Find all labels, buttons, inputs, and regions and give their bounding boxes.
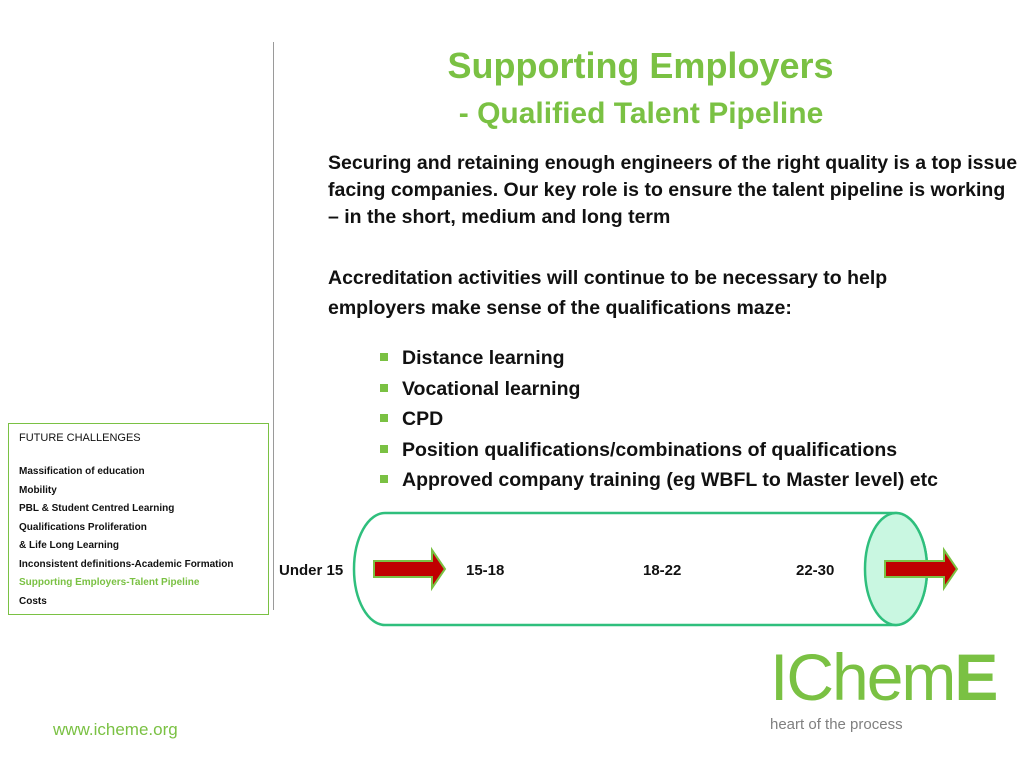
challenge-item: & Life Long Learning: [19, 540, 119, 551]
bullet-item: [376, 404, 1016, 435]
bullet-text: CPD: [402, 408, 444, 430]
bullet-item: [376, 435, 1016, 466]
bullet-text: Distance learning: [402, 347, 565, 369]
logo-word-e: E: [954, 640, 997, 714]
challenge-item: Massification of education: [19, 466, 145, 477]
bullet-item: [376, 465, 1016, 496]
logo-tagline: heart of the process: [770, 716, 903, 733]
square-bullet-icon: [380, 384, 388, 392]
slide-title: Supporting Employers: [447, 45, 834, 86]
accreditation-paragraph: Accreditation activities will continue to be necessary to help employers make sense of the qualifications maze:: [328, 267, 888, 319]
square-bullet-icon: [380, 414, 388, 422]
challenge-item: Costs: [19, 595, 47, 607]
square-bullet-icon: [380, 353, 388, 361]
stage-18-22: 18-22: [643, 562, 682, 579]
challenge-item-active: Supporting Employers-Talent Pipeline: [19, 577, 200, 588]
challenge-item: Mobility: [19, 484, 57, 496]
stage-15-18: 15-18: [466, 562, 505, 579]
bullet-item: [376, 343, 1016, 374]
stage-under-15: Under 15: [279, 562, 344, 579]
challenge-item: Inconsistent definitions-Academic Formation: [19, 558, 234, 570]
stage-22-30: 22-30: [796, 562, 835, 579]
square-bullet-icon: [380, 475, 388, 483]
bullet-item: [376, 374, 1016, 405]
challenge-item: PBL & Student Centred Learning: [19, 503, 175, 514]
square-bullet-icon: [380, 445, 388, 453]
qualification-bullet-list: [376, 343, 1016, 496]
bullet-text: Vocational learning: [402, 377, 581, 400]
talent-pipeline-diagram: [0, 500, 1024, 640]
logo-wordmark: [770, 640, 997, 714]
footer-website-link[interactable]: www.icheme.org: [53, 720, 178, 739]
panel-title: FUTURE CHALLENGES: [19, 432, 141, 444]
challenge-item: Qualifications Proliferation: [19, 521, 147, 533]
icheme-logo: [770, 640, 997, 733]
logo-word-part: IChem: [770, 640, 955, 714]
slide-subtitle: - Qualified Talent Pipeline: [458, 97, 824, 130]
intro-paragraph: Securing and retaining enough engineers of the right quality is a top issue facing companies. Our key role is to ensure the talent pipeline is working – in the short, medium and long term: [328, 152, 1018, 228]
bullet-text: Approved company training (eg WBFL to Master level) etc: [402, 469, 938, 491]
bullet-text: Position qualifications/combinations of qualifications: [402, 438, 898, 461]
